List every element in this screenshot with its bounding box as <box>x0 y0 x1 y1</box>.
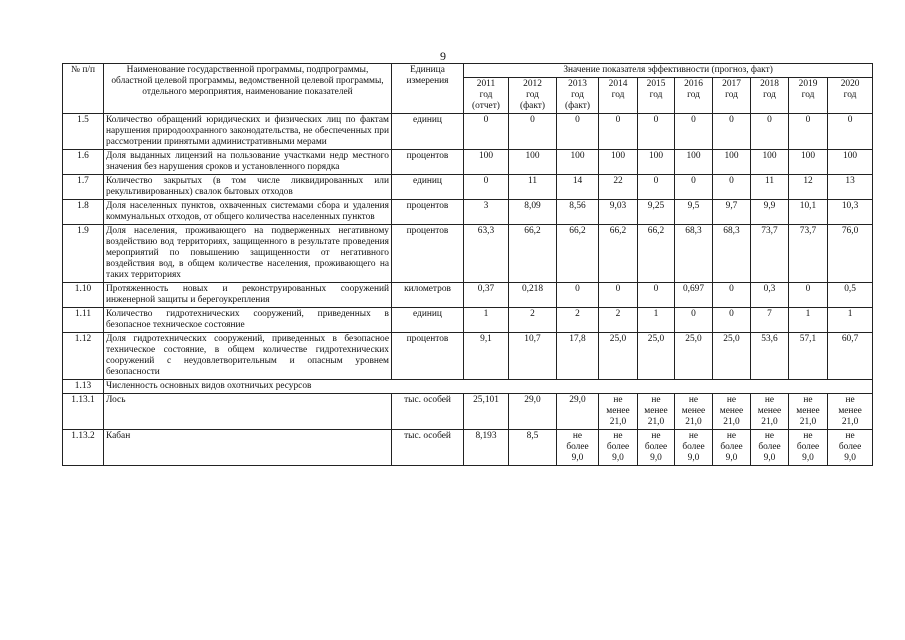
limit-line: не <box>764 395 775 405</box>
header-name: Наименование государственной программы, подпрограммы, областной целевой программы, ведомственной целевой программы, отдельного мероприятия, наименование показателей <box>104 64 392 114</box>
header-year-label: 2015 <box>646 79 666 89</box>
value-cell: 0,37 <box>464 283 509 308</box>
value-cell: 25,0 <box>599 333 638 380</box>
header-year-2017 <box>713 78 751 114</box>
limit-line: 21,0 <box>799 417 817 427</box>
table-row <box>63 283 873 308</box>
value-cell-limit <box>751 430 789 466</box>
value-cell: 29,0 <box>557 394 599 430</box>
value-cell-limit <box>638 394 675 430</box>
value-cell: 8,5 <box>509 430 557 466</box>
value-cell-limit <box>675 394 713 430</box>
value-cell: 0 <box>599 283 638 308</box>
header-year-unit: год <box>571 90 584 100</box>
indicator-name: Доля выданных лицензий на пользование участками недр местного значения без нарушения сроков и установленного порядка <box>104 150 392 175</box>
table-row <box>63 114 873 150</box>
limit-line: 21,0 <box>723 417 740 427</box>
header-year-label: 2018 <box>760 79 779 89</box>
limit-line: не <box>726 431 737 441</box>
limit-line: не <box>764 431 775 441</box>
header-year-label: 2017 <box>722 79 741 89</box>
indicator-name: Количество гидротехнических сооружений, приведенных в безопасное техническое состояние <box>104 308 392 333</box>
row-number: 1.10 <box>63 283 104 308</box>
value-cell: 13 <box>828 175 873 200</box>
value-cell: 100 <box>638 150 675 175</box>
header-year-note: (факт) <box>519 101 545 111</box>
table-row <box>63 308 873 333</box>
value-cell: 2 <box>509 308 557 333</box>
value-cell: 66,2 <box>599 225 638 283</box>
header-year-label: 2020 <box>840 79 860 89</box>
value-cell: 2 <box>599 308 638 333</box>
value-cell: 76,0 <box>828 225 873 283</box>
value-cell: 0 <box>509 114 557 150</box>
header-year-note: (отчет) <box>472 101 500 111</box>
row-number: 1.13.2 <box>63 430 104 466</box>
value-cell: 10,3 <box>828 200 873 225</box>
value-cell: 1 <box>789 308 828 333</box>
limit-line: 9,0 <box>571 453 584 463</box>
value-cell: 0,218 <box>509 283 557 308</box>
value-cell: 9,25 <box>638 200 675 225</box>
value-cell: 2 <box>557 308 599 333</box>
value-cell: 11 <box>751 175 789 200</box>
limit-line: 9,0 <box>612 453 624 463</box>
limit-line: не <box>726 395 737 405</box>
table-row <box>63 150 873 175</box>
header-year-label: 2016 <box>684 79 703 89</box>
row-number: 1.11 <box>63 308 104 333</box>
value-cell: 1 <box>828 308 873 333</box>
header-year-unit: год <box>479 90 493 100</box>
limit-line: 21,0 <box>685 417 702 427</box>
value-cell: 0 <box>789 283 828 308</box>
header-year-unit: год <box>649 90 663 100</box>
unit-cell: единиц <box>392 175 464 200</box>
limit-line: более <box>838 442 862 452</box>
page-number: 9 <box>440 49 446 63</box>
value-cell: 100 <box>464 150 509 175</box>
value-cell: 14 <box>557 175 599 200</box>
value-cell: 9,7 <box>713 200 751 225</box>
value-cell-limit <box>713 430 751 466</box>
value-cell-limit <box>638 430 675 466</box>
unit-cell: единиц <box>392 308 464 333</box>
header-year-unit: год <box>843 90 857 100</box>
value-cell-limit <box>789 394 828 430</box>
value-cell: 100 <box>828 150 873 175</box>
value-cell: 9,9 <box>751 200 789 225</box>
header-year-label: 2012 <box>523 79 542 89</box>
header-year-note: (факт) <box>564 101 590 111</box>
value-cell: 0 <box>638 175 675 200</box>
value-cell-limit <box>828 430 873 466</box>
value-cell: 11 <box>509 175 557 200</box>
header-year-unit: год <box>526 90 539 100</box>
value-cell: 66,2 <box>638 225 675 283</box>
value-cell: 29,0 <box>509 394 557 430</box>
value-cell: 0 <box>713 308 751 333</box>
limit-line: не <box>613 395 623 405</box>
value-cell-limit <box>828 394 873 430</box>
header-year-2015 <box>638 78 675 114</box>
value-cell: 66,2 <box>557 225 599 283</box>
unit-cell: процентов <box>392 200 464 225</box>
limit-line: 21,0 <box>609 417 627 427</box>
value-cell: 0 <box>713 114 751 150</box>
limit-line: 9,0 <box>802 453 814 463</box>
row-number: 1.5 <box>63 114 104 150</box>
section-title: Численность основных видов охотничьих ресурсов <box>104 380 873 394</box>
unit-cell: тыс. особей <box>392 394 464 430</box>
value-cell: 0 <box>675 175 713 200</box>
row-number: 1.6 <box>63 150 104 175</box>
indicator-name: Количество закрытых (в том числе ликвидированных или рекультивированных) свалок бытовых отходов <box>104 175 392 200</box>
limit-line: более <box>644 442 668 452</box>
limit-line: 9,0 <box>725 453 738 463</box>
limit-line: 21,0 <box>761 417 778 427</box>
limit-line: более <box>758 442 781 452</box>
limit-line: не <box>803 395 813 405</box>
header-year-unit: год <box>611 90 625 100</box>
unit-cell: единиц <box>392 114 464 150</box>
value-cell: 0 <box>713 283 751 308</box>
limit-line: не <box>651 431 661 441</box>
value-cell: 100 <box>509 150 557 175</box>
value-cell: 3 <box>464 200 509 225</box>
header-unit: Единица измерения <box>392 64 464 114</box>
value-cell-limit <box>557 430 599 466</box>
limit-line: менее <box>757 406 782 416</box>
value-cell: 0 <box>828 114 873 150</box>
limit-line: менее <box>719 406 744 416</box>
value-cell: 9,03 <box>599 200 638 225</box>
header-year-2012 <box>509 78 557 114</box>
value-cell-limit <box>751 394 789 430</box>
value-cell: 57,1 <box>789 333 828 380</box>
value-cell: 12 <box>789 175 828 200</box>
value-cell: 68,3 <box>713 225 751 283</box>
value-cell: 25,0 <box>675 333 713 380</box>
header-year-2013 <box>557 78 599 114</box>
indicator-name: Лось <box>104 394 392 430</box>
limit-line: не <box>803 431 813 441</box>
table-row <box>63 430 873 466</box>
limit-line: менее <box>644 406 668 416</box>
limit-line: менее <box>681 406 706 416</box>
limit-line: более <box>566 442 589 452</box>
header-year-2014 <box>599 78 638 114</box>
header-year-2018 <box>751 78 789 114</box>
value-cell: 0 <box>713 175 751 200</box>
value-cell: 25,0 <box>638 333 675 380</box>
table-row <box>63 200 873 225</box>
value-cell: 25,101 <box>464 394 509 430</box>
limit-line: 9,0 <box>687 453 700 463</box>
limit-line: не <box>845 431 855 441</box>
value-cell: 22 <box>599 175 638 200</box>
limit-line: не <box>845 395 855 405</box>
value-cell: 0 <box>638 114 675 150</box>
value-cell: 0 <box>464 175 509 200</box>
limit-line: более <box>606 442 630 452</box>
value-cell-limit <box>599 430 638 466</box>
value-cell: 0 <box>638 283 675 308</box>
indicator-name: Доля населения, проживающего на подверженных негативному воздействию вод территориях, защищенного в результате проведения мероприятий по повышению защищенности от негативного воздействия вод, в общем количестве населения, проживающего на таких территориях <box>104 225 392 283</box>
header-year-2016 <box>675 78 713 114</box>
value-cell: 9,5 <box>675 200 713 225</box>
value-cell: 0 <box>675 114 713 150</box>
header-year-label: 2014 <box>608 79 628 89</box>
value-cell: 60,7 <box>828 333 873 380</box>
value-cell: 0 <box>789 114 828 150</box>
value-cell: 100 <box>599 150 638 175</box>
table-row <box>63 225 873 283</box>
header-year-2019 <box>789 78 828 114</box>
header-num: № п/п <box>63 64 104 114</box>
table-row <box>63 394 873 430</box>
value-cell: 53,6 <box>751 333 789 380</box>
limit-line: более <box>796 442 820 452</box>
row-number: 1.13.1 <box>63 394 104 430</box>
indicator-name: Количество обращений юридических и физических лиц по фактам нарушения природоохранного законодательства, не обеспеченных при рассмотрении принятыми административными мерами <box>104 114 392 150</box>
value-cell: 0,5 <box>828 283 873 308</box>
limit-line: не <box>688 431 699 441</box>
value-cell: 25,0 <box>713 333 751 380</box>
value-cell: 73,7 <box>789 225 828 283</box>
value-cell: 0 <box>675 308 713 333</box>
value-cell: 0,697 <box>675 283 713 308</box>
indicator-name: Протяженность новых и реконструированных сооружений инженерной защиты и берегоукрепления <box>104 283 392 308</box>
limit-line: не <box>651 395 661 405</box>
value-cell: 0 <box>599 114 638 150</box>
row-number: 1.12 <box>63 333 104 380</box>
limit-line: 21,0 <box>841 417 859 427</box>
limit-line: не <box>688 395 699 405</box>
value-cell: 66,2 <box>509 225 557 283</box>
limit-line: 9,0 <box>650 453 662 463</box>
value-cell: 8,09 <box>509 200 557 225</box>
value-cell: 0,3 <box>751 283 789 308</box>
unit-cell: тыс. особей <box>392 430 464 466</box>
unit-cell: километров <box>392 283 464 308</box>
row-number: 1.8 <box>63 200 104 225</box>
header-year-label: 2011 <box>476 79 496 89</box>
value-cell: 8,56 <box>557 200 599 225</box>
header-year-2020 <box>828 78 873 114</box>
header-year-unit: год <box>801 90 815 100</box>
value-cell: 100 <box>557 150 599 175</box>
header-year-2011 <box>464 78 509 114</box>
value-cell: 0 <box>557 283 599 308</box>
limit-line: 9,0 <box>763 453 776 463</box>
value-cell: 9,1 <box>464 333 509 380</box>
value-cell: 10,1 <box>789 200 828 225</box>
indicators-table <box>62 63 873 466</box>
indicator-name: Доля гидротехнических сооружений, приведенных в безопасное техническое состояние, в общем количестве гидротехнических сооружений с неудовлетворительным и опасным уровнем безопасности <box>104 333 392 380</box>
value-cell: 7 <box>751 308 789 333</box>
table-header <box>63 64 873 114</box>
limit-line: 9,0 <box>844 453 856 463</box>
value-cell-limit <box>599 394 638 430</box>
indicator-name: Доля населенных пунктов, охваченных системами сбора и удаления коммунальных отходов, от общего количества населенных пунктов <box>104 200 392 225</box>
value-cell: 8,193 <box>464 430 509 466</box>
value-cell: 63,3 <box>464 225 509 283</box>
header-values-group: Значение показателя эффективности (прогноз, факт) <box>464 64 873 78</box>
table-row <box>63 333 873 380</box>
value-cell-limit <box>789 430 828 466</box>
value-cell-limit <box>713 394 751 430</box>
value-cell: 73,7 <box>751 225 789 283</box>
row-number: 1.9 <box>63 225 104 283</box>
value-cell: 0 <box>557 114 599 150</box>
limit-line: не <box>613 431 623 441</box>
header-year-unit: год <box>763 90 776 100</box>
value-cell: 68,3 <box>675 225 713 283</box>
indicator-name: Кабан <box>104 430 392 466</box>
limit-line: более <box>682 442 705 452</box>
limit-line: менее <box>838 406 862 416</box>
value-cell: 100 <box>789 150 828 175</box>
value-cell: 0 <box>464 114 509 150</box>
unit-cell: процентов <box>392 333 464 380</box>
unit-cell: процентов <box>392 150 464 175</box>
row-number: 1.13 <box>63 380 104 394</box>
limit-line: менее <box>606 406 630 416</box>
header-year-label: 2013 <box>568 79 587 89</box>
limit-line: 21,0 <box>647 417 665 427</box>
table-body <box>63 114 873 466</box>
value-cell: 100 <box>675 150 713 175</box>
section-row <box>63 380 873 394</box>
limit-line: менее <box>796 406 820 416</box>
value-cell: 0 <box>751 114 789 150</box>
value-cell: 100 <box>751 150 789 175</box>
header-year-label: 2019 <box>798 79 818 89</box>
value-cell: 100 <box>713 150 751 175</box>
table-row <box>63 175 873 200</box>
value-cell-limit <box>675 430 713 466</box>
header-year-unit: год <box>687 90 700 100</box>
limit-line: не <box>572 431 583 441</box>
unit-cell: процентов <box>392 225 464 283</box>
value-cell: 17,8 <box>557 333 599 380</box>
value-cell: 10,7 <box>509 333 557 380</box>
value-cell: 1 <box>638 308 675 333</box>
row-number: 1.7 <box>63 175 104 200</box>
limit-line: более <box>720 442 743 452</box>
value-cell: 1 <box>464 308 509 333</box>
header-year-unit: год <box>725 90 738 100</box>
